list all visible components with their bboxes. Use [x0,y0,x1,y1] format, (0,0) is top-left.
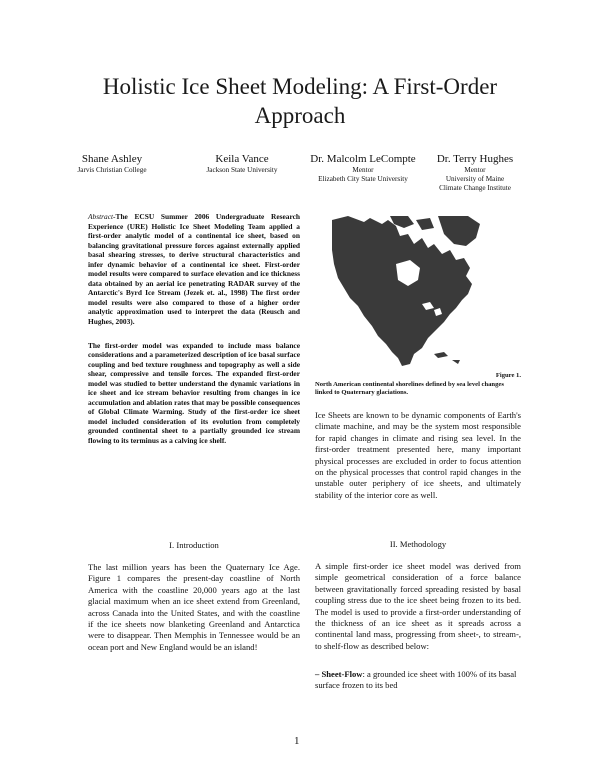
introduction-text: The last million years has been the Quaternary Ice Age. Figure 1 compares the present-day coastline of North America with the coastline 20,000 years ago at the last glacial maximum when an ice sheet extend from Greenland, across Canada into the United States, and with the coastline if the ice sheets now blanketing Greenland and Antarctica were to disappear. Then Memphis in Tennessee would be an ocean port and New England would be an island! [88,562,300,652]
list-item-sheet-flow [315,669,521,692]
author-role: Mentor [464,166,486,174]
title-line-1: Holistic Ice Sheet Modeling: A First-Order [102,74,498,99]
page-number: 1 [294,735,300,747]
figure-1-caption [315,372,521,398]
author-name: Keila Vance [215,153,269,165]
list-text: : a grounded ice sheet with 100% of its basal surface frozen to its bed [315,669,517,691]
section-heading-introduction: I. Introduction [169,540,219,550]
figure-caption-text: North American continental shorelines defined by sea level changes linked to Quaternary glaciations. [315,380,504,397]
author-affiliation: Jarvis Christian College [77,166,147,174]
section-heading-methodology: II. Methodology [389,539,447,549]
abstract-text: -The ECSU Summer 2006 Undergraduate Research Experience (URE) Holistic Ice Sheet Modeling Team applied a first-order analytic model of a continental ice sheet, based on balancing gravitational pressure forces against externally applied basal shearing stresses, to derive structural characteristics and infer dynamic behavior of a continental ice sheet. First-order model results were compared to surface elevation and ice thickness data obtained by an aerial ice penetrating RADAR survey of the Antarctic's Byrd Ice Stream (Jezek et. al., 1998) The first order model results were also compared to those of a higher order analytic approximation used to interpret the data (Reusch and Hughes, 2003). [88,212,300,327]
paper-title [60,72,540,130]
abstract [88,212,300,327]
figure-label: Figure 1. [495,372,521,379]
author-name: Dr. Terry Hughes [436,153,514,165]
list-dash: – [315,669,320,679]
author-4 [405,153,545,194]
methodology-text: A simple first-order ice sheet model was derived from simple geometrical consideration of a force balance between gravitationally forced spreading resisted by basal coupling stress due to the ice sheet being frozen to its bed. The model is used to provide a first-order understanding of the thickness of an ice sheet as it spreads across a continental land mass, progressing from sheet-, to stream-, to shelf-flow as described below: [315,561,521,651]
author-institute: Climate Change Institute [439,184,511,193]
author-affiliation: University of Maine [445,175,505,184]
author-1 [42,153,182,175]
author-role: Mentor [352,166,374,174]
abstract-label: Abstract [88,212,114,221]
author-2 [172,153,312,175]
list-term: Sheet-Flow [321,669,363,679]
left-column [88,212,300,446]
north-america-map-image [330,214,492,370]
title-line-2: Approach [254,103,346,128]
right-paragraph-1: Ice Sheets are known to be dynamic components of Earth's climate machine, and may be the system most responsible for rapid changes in climate and rising sea level. In the first-order treatment presented here, many important physical processes are excluded in order to focus attention on the physical processes that control rapid changes in the unstable outer periphery of ice sheets, and ultimately stability of the interior core as well. [315,410,521,500]
figure-1-map [330,214,492,370]
abstract-paragraph-2: The first-order model was expanded to include mass balance considerations and a parameterized description of ice basal surface coupling and bed texture roughness and topography as well a side shear, compressive and tensile forces. The expanded first-order model was studied to better understand the dynamic variations in ice sheet and ice stream behavior resulting from changes in ice accumulation and ablation rates that may be possible consequences of Global Climate Warming. Study of the first-order ice sheet model included consideration of its evolution from completely grounded continental sheet to a partially grounded ice stream flowing to its terminus as a calving ice shelf. [88,340,300,446]
author-name: Dr. Malcolm LeCompte [310,153,416,165]
author-affiliation: Jackson State University [206,166,278,174]
author-name: Shane Ashley [81,153,143,165]
author-affiliation: Elizabeth City State University [318,175,408,184]
